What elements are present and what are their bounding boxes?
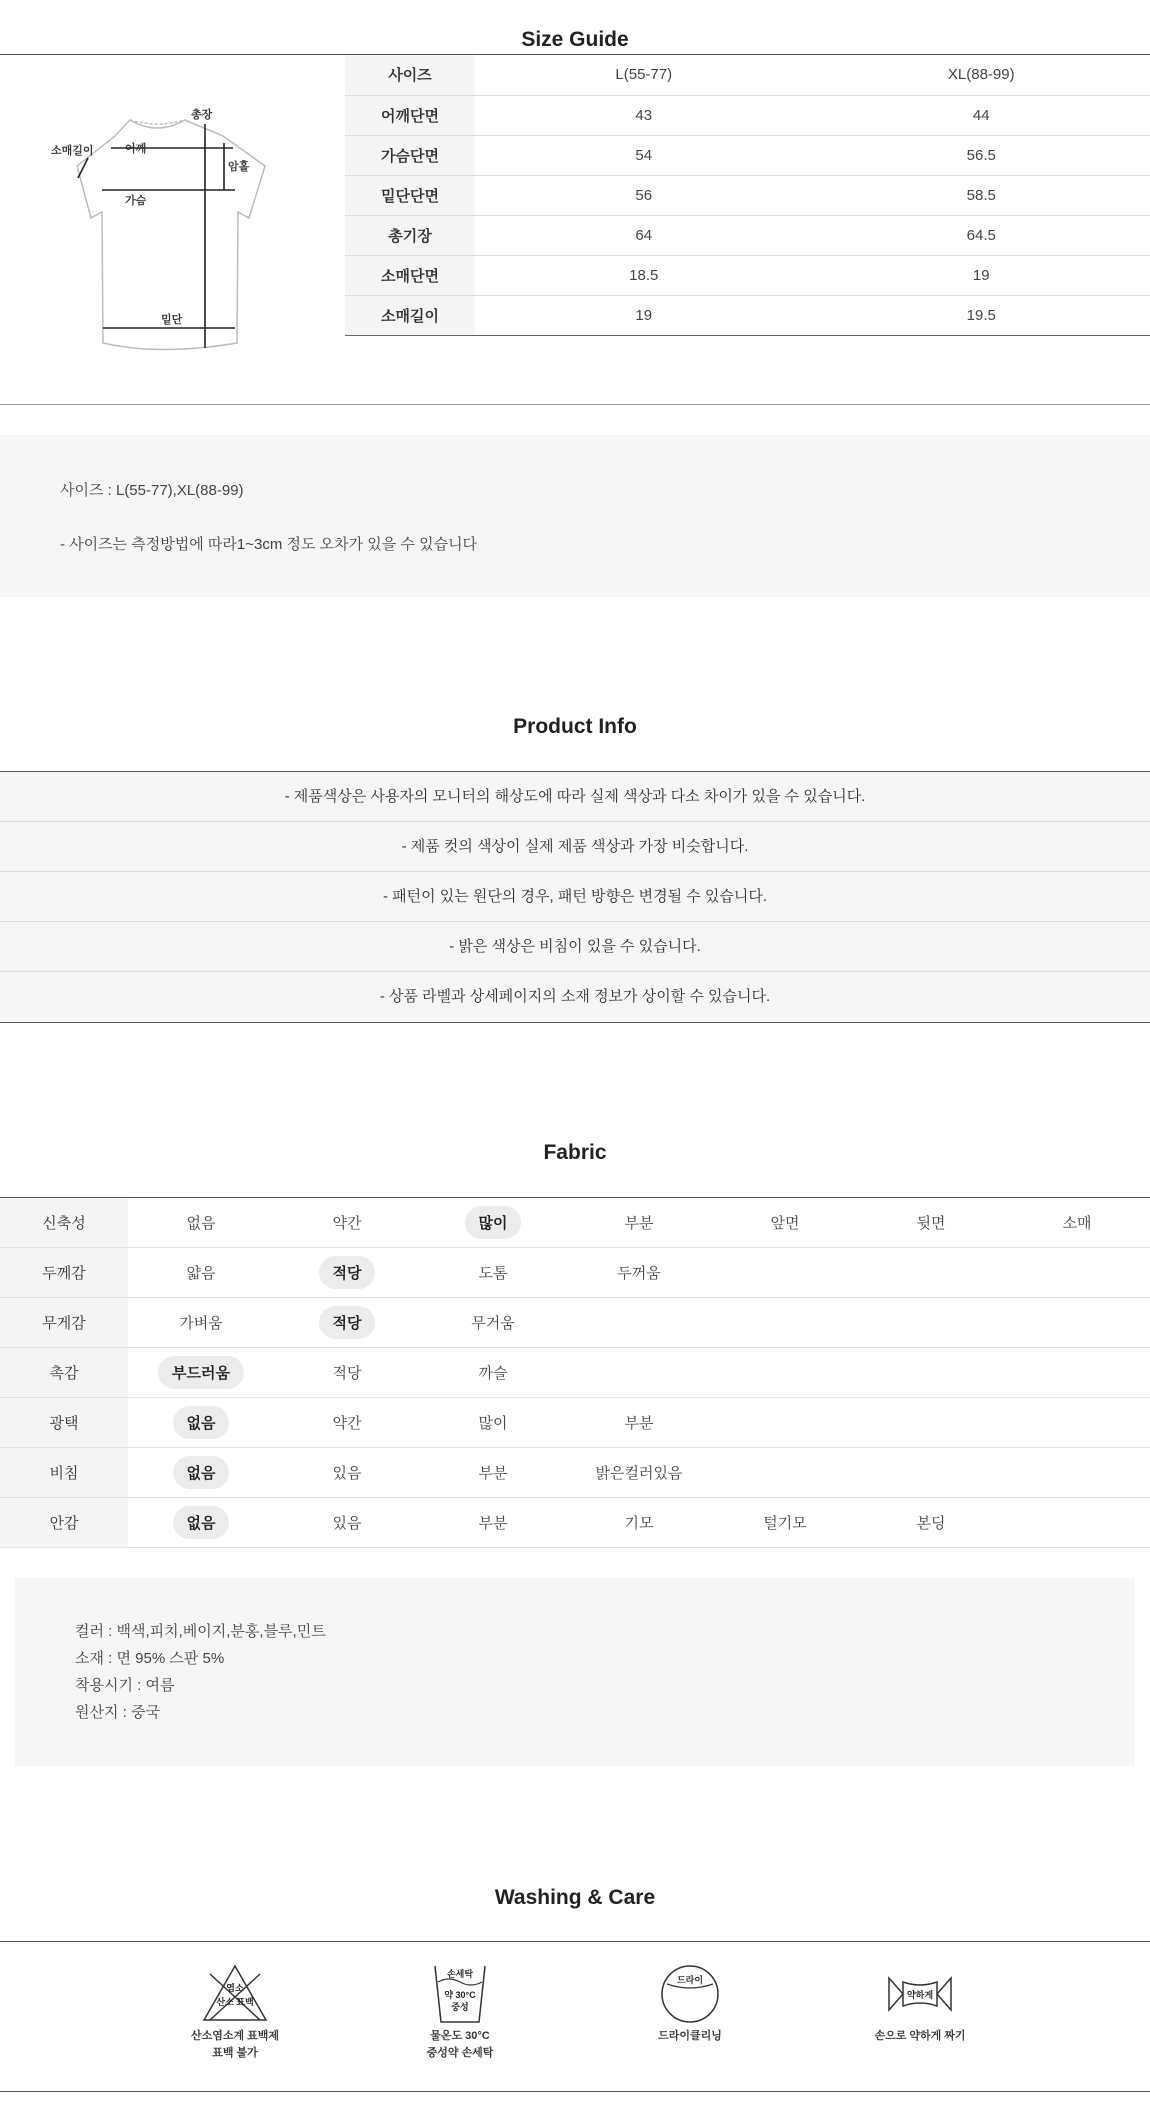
size-table-row-label: 어깨단면 <box>345 95 475 135</box>
fabric-option-cell <box>274 1448 420 1498</box>
size-note <box>0 435 1150 597</box>
product-info-list <box>0 771 1150 1023</box>
fabric-row-label: 촉감 <box>0 1348 128 1398</box>
fabric-option: 부분 <box>478 1515 508 1532</box>
fabric-option-cell <box>274 1298 420 1348</box>
size-table-cell: 19 <box>475 295 813 335</box>
fabric-option-cell <box>274 1248 420 1298</box>
fabric-empty-cell <box>858 1348 1004 1398</box>
divider <box>0 2091 1150 2092</box>
fabric-empty-cell <box>858 1248 1004 1298</box>
size-table-cell: 18.5 <box>475 255 813 295</box>
size-note-sizes: 사이즈 : L(55-77),XL(88-99) <box>60 482 244 499</box>
fabric-option-cell <box>128 1448 274 1498</box>
size-table-cell: 19.5 <box>813 295 1150 335</box>
fabric-option: 기모 <box>624 1515 654 1532</box>
product-info-item: - 제품 컷의 색상이 실제 제품 색상과 가장 비슷합니다. <box>0 822 1150 872</box>
size-table-cell: 56 <box>475 175 813 215</box>
fabric-option-cell <box>566 1498 712 1548</box>
product-info-item: - 상품 라벨과 상세페이지의 소재 정보가 상이할 수 있습니다. <box>0 972 1150 1022</box>
label-chest: 가슴 <box>125 195 147 207</box>
fabric-row <box>0 1498 1150 1548</box>
size-table-header-label: 사이즈 <box>345 55 475 95</box>
fabric-option: 소매 <box>1062 1215 1092 1232</box>
fabric-option: 부분 <box>478 1465 508 1482</box>
label-sleeve-length: 소매길이 <box>51 145 94 157</box>
washing-care-title: Washing & Care <box>494 1886 656 1909</box>
fabric-option-cell <box>420 1398 566 1448</box>
size-table-row <box>345 135 1150 175</box>
fabric-empty-cell <box>858 1398 1004 1448</box>
hand-wash-icon-text2: 약 30°C <box>444 1990 476 2000</box>
fabric-empty-cell <box>566 1348 712 1398</box>
fabric-option: 뒷면 <box>916 1215 946 1232</box>
fabric-row <box>0 1398 1150 1448</box>
fabric-empty-cell <box>712 1248 858 1298</box>
fabric-empty-cell <box>1004 1248 1150 1298</box>
gentle-wring-icon <box>885 1962 955 2026</box>
fabric-option: 얇음 <box>186 1265 216 1282</box>
fabric-option-cell <box>128 1198 274 1248</box>
size-table-cell: 64.5 <box>813 215 1150 255</box>
fabric-option-cell <box>128 1298 274 1348</box>
fabric-option: 가벼움 <box>179 1315 223 1332</box>
fabric-option-cell <box>128 1398 274 1448</box>
size-table-row-label: 소매단면 <box>345 255 475 295</box>
fabric-row <box>0 1298 1150 1348</box>
fabric-note-material: 소재 : 면 95% 스판 5% <box>75 1650 225 1667</box>
fabric-option: 약간 <box>332 1215 362 1232</box>
fabric-option-cell <box>420 1348 566 1398</box>
fabric-option-selected: 적당 <box>319 1306 376 1339</box>
care-item-no-bleach <box>165 1962 305 2060</box>
care-caption: 손으로 약하게 짜기 <box>874 2030 966 2042</box>
size-table <box>345 55 1150 336</box>
fabric-option-cell <box>858 1498 1004 1548</box>
fabric-option-cell <box>420 1298 566 1348</box>
fabric-option: 있음 <box>332 1465 362 1482</box>
fabric-empty-cell <box>1004 1348 1150 1398</box>
fabric-option-selected: 없음 <box>173 1456 230 1489</box>
care-caption: 중성약 손세탁 <box>426 2047 494 2059</box>
size-table-row <box>345 175 1150 215</box>
fabric-option: 무거움 <box>471 1315 515 1332</box>
fabric-option-cell <box>858 1198 1004 1248</box>
fabric-empty-cell <box>566 1298 712 1348</box>
fabric-option: 밝은컬러있음 <box>595 1465 683 1482</box>
size-note-disclaimer: - 사이즈는 측정방법에 따라1~3cm 정도 오차가 있을 수 있습니다 <box>60 536 478 553</box>
fabric-option: 없음 <box>186 1215 216 1232</box>
fabric-option-selected: 없음 <box>173 1406 230 1439</box>
fabric-option-selected: 없음 <box>173 1506 230 1539</box>
size-table-row-label: 가슴단면 <box>345 135 475 175</box>
fabric-title: Fabric <box>543 1141 607 1164</box>
fabric-row-label: 무게감 <box>0 1298 128 1348</box>
product-info-title: Product Info <box>513 715 637 738</box>
care-caption: 물온도 30°C <box>430 2030 490 2042</box>
fabric-option-cell <box>274 1348 420 1398</box>
label-hem: 밑단 <box>161 314 183 326</box>
size-table-header-cell: XL(88-99) <box>813 55 1150 95</box>
fabric-option: 있음 <box>332 1515 362 1532</box>
fabric-option: 앞면 <box>770 1215 800 1232</box>
fabric-option-cell <box>566 1448 712 1498</box>
fabric-option-cell <box>128 1498 274 1548</box>
size-table-header-cell: L(55-77) <box>475 55 813 95</box>
fabric-option-cell <box>420 1448 566 1498</box>
fabric-option: 까슬 <box>478 1365 508 1382</box>
fabric-option: 두꺼움 <box>617 1265 661 1282</box>
fabric-option: 본딩 <box>916 1515 946 1532</box>
size-table-cell: 64 <box>475 215 813 255</box>
fabric-option-cell <box>274 1498 420 1548</box>
size-table-row-label: 총기장 <box>345 215 475 255</box>
fabric-option: 부분 <box>624 1415 654 1432</box>
fabric-option-cell <box>420 1498 566 1548</box>
no-bleach-icon-text1: 염소 <box>226 1983 244 1993</box>
fabric-option: 많이 <box>478 1415 508 1432</box>
fabric-option-cell <box>128 1348 274 1398</box>
size-guide-title: Size Guide <box>521 28 629 51</box>
fabric-option-selected: 부드러움 <box>158 1356 244 1389</box>
fabric-option-cell <box>420 1198 566 1248</box>
fabric-empty-cell <box>712 1298 858 1348</box>
divider <box>0 1941 1150 1942</box>
divider <box>0 404 1150 405</box>
fabric-note <box>15 1578 1135 1766</box>
size-table-cell: 56.5 <box>813 135 1150 175</box>
hand-wash-icon <box>425 1962 495 2026</box>
fabric-empty-cell <box>858 1448 1004 1498</box>
hand-wash-icon-text3: 중성 <box>451 2002 469 2012</box>
fabric-option-selected: 많이 <box>465 1206 522 1239</box>
fabric-row <box>0 1348 1150 1398</box>
fabric-option-cell <box>274 1198 420 1248</box>
fabric-option: 털기모 <box>763 1515 807 1532</box>
fabric-option-cell <box>712 1498 858 1548</box>
size-table-row <box>345 95 1150 135</box>
fabric-empty-cell <box>858 1298 1004 1348</box>
fabric-row-label: 두께감 <box>0 1248 128 1298</box>
size-table-row-label: 밑단단면 <box>345 175 475 215</box>
care-caption: 산소염소계 표백제 <box>190 2030 280 2042</box>
fabric-empty-cell <box>1004 1398 1150 1448</box>
product-info-item: - 제품색상은 사용자의 모니터의 해상도에 따라 실제 색상과 다소 차이가 있을 수 있습니다. <box>0 772 1150 822</box>
fabric-option-cell <box>566 1198 712 1248</box>
product-info-item: - 패턴이 있는 원단의 경우, 패턴 방향은 변경될 수 있습니다. <box>0 872 1150 922</box>
gentle-wring-icon-text: 약하게 <box>906 1990 934 2000</box>
fabric-empty-cell <box>1004 1298 1150 1348</box>
fabric-empty-cell <box>712 1398 858 1448</box>
no-bleach-icon <box>200 1962 270 2026</box>
care-caption: 표백 불가 <box>212 2047 258 2059</box>
fabric-row-label: 광택 <box>0 1398 128 1448</box>
size-table-row <box>345 255 1150 295</box>
size-table-header-row <box>345 55 1150 95</box>
fabric-row <box>0 1248 1150 1298</box>
fabric-note-color: 컬러 : 백색,피치,베이지,분홍,블루,민트 <box>75 1623 326 1640</box>
fabric-empty-cell <box>712 1348 858 1398</box>
care-item-dry-clean <box>620 1962 760 2043</box>
fabric-option: 적당 <box>332 1365 362 1382</box>
fabric-option-cell <box>420 1248 566 1298</box>
size-table-cell: 44 <box>813 95 1150 135</box>
fabric-option: 부분 <box>624 1215 654 1232</box>
fabric-note-season: 착용시기 : 여름 <box>75 1677 175 1694</box>
care-item-gentle-wring <box>850 1962 990 2043</box>
fabric-option-cell <box>1004 1198 1150 1248</box>
product-info-item: - 밝은 색상은 비침이 있을 수 있습니다. <box>0 922 1150 972</box>
fabric-table <box>0 1197 1150 1548</box>
label-armhole: 암홀 <box>228 161 250 173</box>
size-table-row <box>345 215 1150 255</box>
size-table-cell: 54 <box>475 135 813 175</box>
fabric-option-cell <box>712 1198 858 1248</box>
fabric-row-label: 비침 <box>0 1448 128 1498</box>
fabric-note-origin: 원산지 : 중국 <box>75 1704 160 1721</box>
size-table-cell: 58.5 <box>813 175 1150 215</box>
fabric-row <box>0 1448 1150 1498</box>
fabric-empty-cell <box>1004 1498 1150 1548</box>
fabric-option-cell <box>566 1398 712 1448</box>
size-table-row-label: 소매길이 <box>345 295 475 335</box>
fabric-empty-cell <box>712 1448 858 1498</box>
dry-clean-icon <box>655 1962 725 2026</box>
hand-wash-icon-text1: 손세탁 <box>446 1969 474 1979</box>
care-item-hand-wash <box>390 1962 530 2060</box>
fabric-option-cell <box>566 1248 712 1298</box>
fabric-option-cell <box>128 1248 274 1298</box>
fabric-option: 도톰 <box>478 1265 508 1282</box>
fabric-row <box>0 1198 1150 1248</box>
fabric-row-label: 신축성 <box>0 1198 128 1248</box>
fabric-option: 약간 <box>332 1415 362 1432</box>
tshirt-diagram <box>45 98 285 358</box>
size-table-row <box>345 295 1150 335</box>
size-table-cell: 43 <box>475 95 813 135</box>
fabric-empty-cell <box>1004 1448 1150 1498</box>
fabric-option-cell <box>274 1398 420 1448</box>
label-shoulder: 어깨 <box>125 143 147 155</box>
dry-clean-icon-text: 드라이 <box>676 1975 704 1985</box>
fabric-row-label: 안감 <box>0 1498 128 1548</box>
label-total-length: 총장 <box>191 109 213 121</box>
no-bleach-icon-text2: 산소 표백 <box>216 1997 254 2007</box>
fabric-option-selected: 적당 <box>319 1256 376 1289</box>
care-caption: 드라이클리닝 <box>658 2030 722 2042</box>
size-table-cell: 19 <box>813 255 1150 295</box>
